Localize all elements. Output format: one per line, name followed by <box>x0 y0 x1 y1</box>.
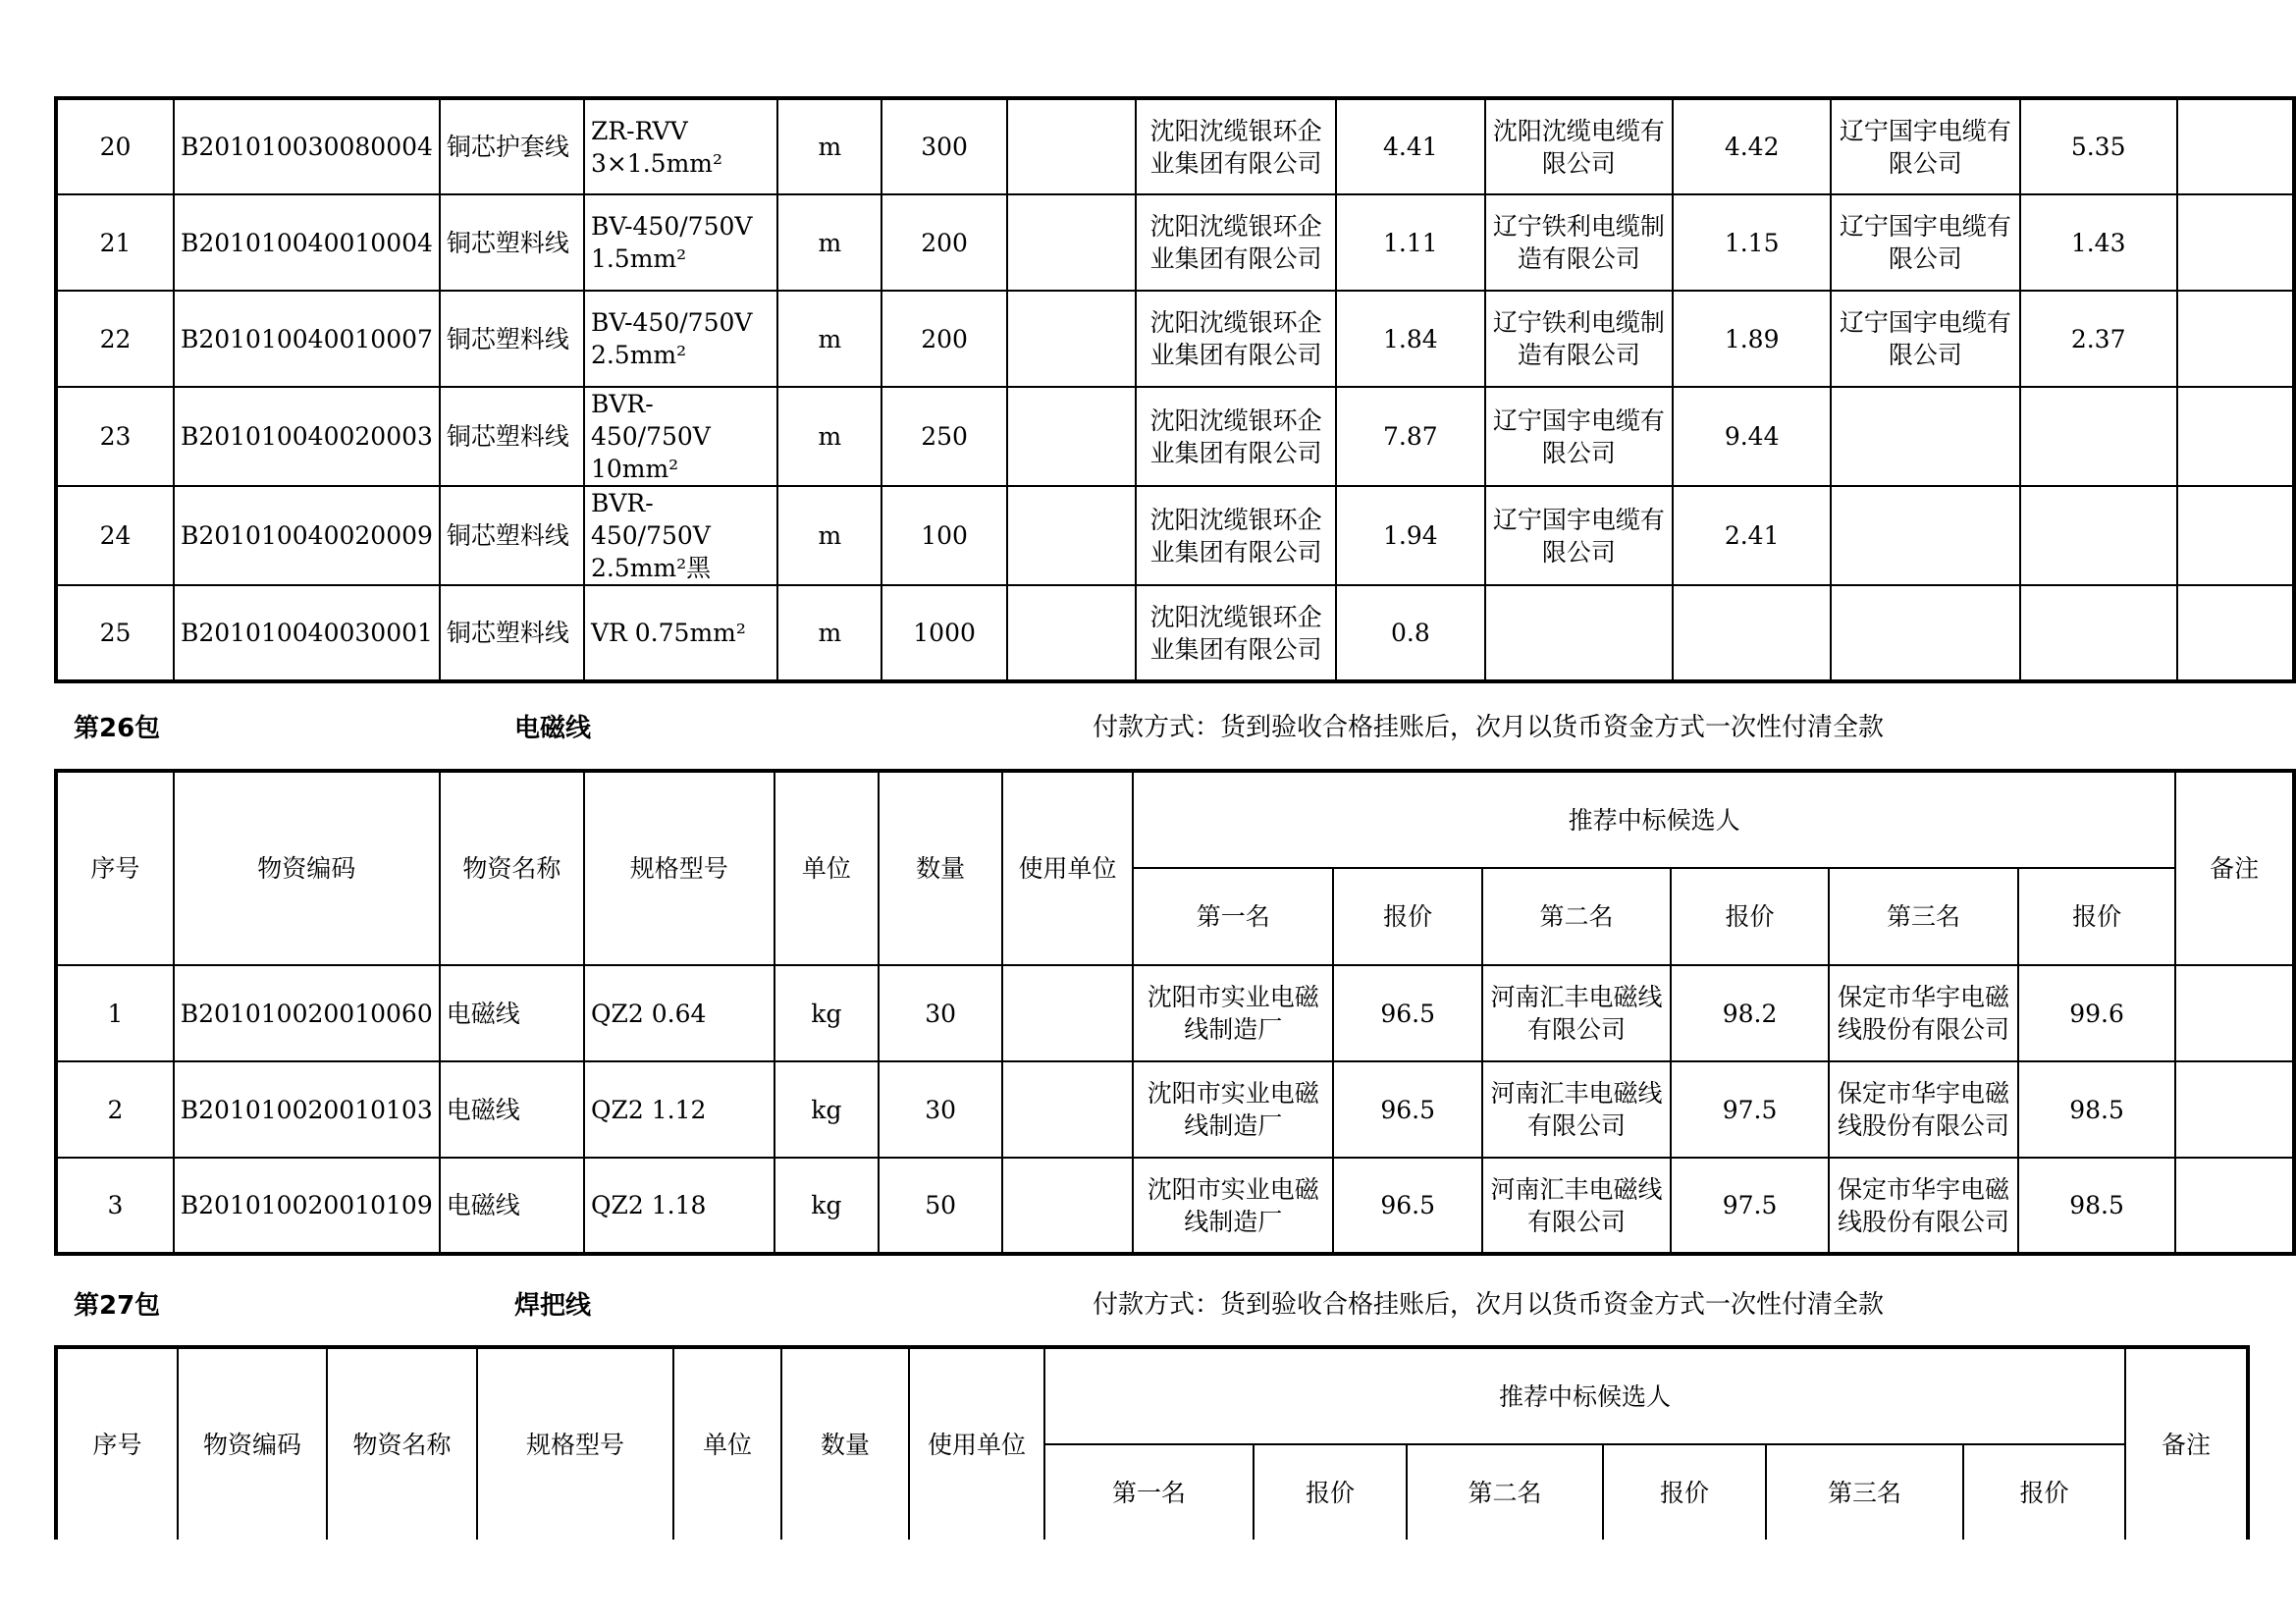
package-27-category: 焊把线 <box>514 1291 592 1321</box>
cell-code: B201010040010004 <box>174 194 440 291</box>
cell-price-1: 7.87 <box>1336 387 1484 486</box>
header-price-2: 报价 <box>1603 1444 1766 1540</box>
cell-qty: 300 <box>881 98 1006 194</box>
cell-price-3: 1.43 <box>2020 194 2177 291</box>
cell-code: B201010020010103 <box>174 1061 440 1158</box>
header-spec: 规格型号 <box>477 1347 673 1540</box>
header-price-1: 报价 <box>1254 1444 1407 1540</box>
cell-qty: 250 <box>881 387 1006 486</box>
cell-name: 电磁线 <box>440 1158 584 1254</box>
cell-second-candidate: 沈阳沈缆电缆有限公司 <box>1485 98 1674 194</box>
header-name: 物资名称 <box>327 1347 477 1540</box>
package-26-label: 第26包 <box>74 714 161 743</box>
header-first: 第一名 <box>1044 1444 1254 1540</box>
header-unit: 单位 <box>673 1347 781 1540</box>
cell-first-candidate: 沈阳沈缆银环企业集团有限公司 <box>1136 486 1336 585</box>
cell-price-3: 99.6 <box>2018 965 2175 1061</box>
header-second: 第二名 <box>1482 868 1671 965</box>
header-no: 序号 <box>56 1347 178 1540</box>
cell-name: 电磁线 <box>440 1061 584 1158</box>
cell-price-1: 0.8 <box>1336 585 1484 681</box>
header-user: 使用单位 <box>909 1347 1044 1540</box>
cell-name: 铜芯护套线 <box>440 98 584 194</box>
cell-third-candidate: 保定市华宇电磁线股份有限公司 <box>1829 965 2018 1061</box>
cell-qty: 200 <box>881 194 1006 291</box>
cell-price-3: 2.37 <box>2020 291 2177 387</box>
items-table-package27 <box>54 1345 2250 1540</box>
cell-unit: m <box>777 194 881 291</box>
header-price-3: 报价 <box>1963 1444 2125 1540</box>
cell-unit: m <box>777 585 881 681</box>
cell-price-1: 4.41 <box>1336 98 1484 194</box>
cell-name: 铜芯塑料线 <box>440 585 584 681</box>
cell-price-2: 2.41 <box>1673 486 1831 585</box>
cell-price-2: 9.44 <box>1673 387 1831 486</box>
header-user: 使用单位 <box>1002 771 1133 965</box>
cell-price-2: 4.42 <box>1673 98 1831 194</box>
cell-price-1: 1.11 <box>1336 194 1484 291</box>
cell-third-candidate: 保定市华宇电磁线股份有限公司 <box>1829 1061 2018 1158</box>
header-third: 第三名 <box>1829 868 2018 965</box>
cell-first-candidate: 沈阳沈缆银环企业集团有限公司 <box>1136 291 1336 387</box>
cell-no: 2 <box>56 1061 174 1158</box>
cell-price-2: 97.5 <box>1671 1158 1829 1254</box>
cell-price-1: 96.5 <box>1333 1158 1482 1254</box>
header-unit: 单位 <box>774 771 880 965</box>
cell-price-3: 5.35 <box>2020 98 2177 194</box>
cell-unit: kg <box>774 1158 880 1254</box>
cell-price-3: 98.5 <box>2018 1158 2175 1254</box>
header-qty: 数量 <box>879 771 1002 965</box>
cell-spec: BVR-450/750V 10mm² <box>584 387 777 486</box>
cell-price-2: 97.5 <box>1671 1061 1829 1158</box>
header-note: 备注 <box>2175 771 2294 965</box>
cell-price-1: 1.84 <box>1336 291 1484 387</box>
cell-first-candidate: 沈阳沈缆银环企业集团有限公司 <box>1136 194 1336 291</box>
cell-no: 3 <box>56 1158 174 1254</box>
cell-no: 1 <box>56 965 174 1061</box>
cell-third-candidate: 辽宁国宇电缆有限公司 <box>1831 291 2020 387</box>
cell-price-2: 1.15 <box>1673 194 1831 291</box>
cell-name: 铜芯塑料线 <box>440 291 584 387</box>
cell-unit: m <box>777 291 881 387</box>
header-second: 第二名 <box>1407 1444 1603 1540</box>
cell-name: 铜芯塑料线 <box>440 194 584 291</box>
header-spec: 规格型号 <box>584 771 774 965</box>
header-note: 备注 <box>2125 1347 2248 1540</box>
cell-first-candidate: 沈阳市实业电磁线制造厂 <box>1133 965 1333 1061</box>
cell-second-candidate: 辽宁国宇电缆有限公司 <box>1485 387 1674 486</box>
cell-first-candidate: 沈阳市实业电磁线制造厂 <box>1133 1061 1333 1158</box>
cell-no: 23 <box>56 387 174 486</box>
header-name: 物资名称 <box>440 771 584 965</box>
cell-qty: 30 <box>879 965 1002 1061</box>
cell-name: 电磁线 <box>440 965 584 1061</box>
cell-second-candidate: 辽宁铁利电缆制造有限公司 <box>1485 194 1674 291</box>
cell-third-candidate: 辽宁国宇电缆有限公司 <box>1831 194 2020 291</box>
header-candidates: 推荐中标候选人 <box>1044 1347 2125 1444</box>
cell-code: B201010040010007 <box>174 291 440 387</box>
cell-name: 铜芯塑料线 <box>440 387 584 486</box>
cell-spec: ZR-RVV 3×1.5mm² <box>584 98 777 194</box>
cell-code: B201010040030001 <box>174 585 440 681</box>
cell-spec: BV-450/750V 1.5mm² <box>584 194 777 291</box>
cell-unit: m <box>777 486 881 585</box>
cell-first-candidate: 沈阳沈缆银环企业集团有限公司 <box>1136 387 1336 486</box>
cell-unit: kg <box>774 965 880 1061</box>
cell-unit: kg <box>774 1061 880 1158</box>
cell-price-1: 96.5 <box>1333 1061 1482 1158</box>
cell-unit: m <box>777 387 881 486</box>
header-code: 物资编码 <box>174 771 440 965</box>
cell-code: B201010020010060 <box>174 965 440 1061</box>
header-candidates: 推荐中标候选人 <box>1133 771 2175 868</box>
cell-spec: QZ2 1.18 <box>584 1158 774 1254</box>
header-code: 物资编码 <box>178 1347 327 1540</box>
cell-second-candidate: 辽宁国宇电缆有限公司 <box>1485 486 1674 585</box>
package-27-payment-terms: 付款方式：货到验收合格挂账后，次月以货币资金方式一次性付清全款 <box>1093 1290 1885 1320</box>
cell-second-candidate: 河南汇丰电磁线有限公司 <box>1482 1158 1671 1254</box>
cell-second-candidate: 河南汇丰电磁线有限公司 <box>1482 965 1671 1061</box>
cell-spec: QZ2 0.64 <box>584 965 774 1061</box>
cell-code: B201010030080004 <box>174 98 440 194</box>
cell-code: B201010020010109 <box>174 1158 440 1254</box>
cell-qty: 100 <box>881 486 1006 585</box>
cell-no: 22 <box>56 291 174 387</box>
cell-spec: BVR-450/750V 2.5mm²黑 <box>584 486 777 585</box>
cell-no: 21 <box>56 194 174 291</box>
cell-spec: VR 0.75mm² <box>584 585 777 681</box>
cell-qty: 30 <box>879 1061 1002 1158</box>
cell-price-2: 1.89 <box>1673 291 1831 387</box>
header-qty: 数量 <box>781 1347 909 1540</box>
cell-first-candidate: 沈阳沈缆银环企业集团有限公司 <box>1136 585 1336 681</box>
header-no: 序号 <box>56 771 174 965</box>
cell-price-1: 96.5 <box>1333 965 1482 1061</box>
cell-price-3: 98.5 <box>2018 1061 2175 1158</box>
package-26-category: 电磁线 <box>514 714 592 743</box>
cell-qty: 200 <box>881 291 1006 387</box>
package-26-payment-terms: 付款方式：货到验收合格挂账后，次月以货币资金方式一次性付清全款 <box>1093 713 1885 742</box>
cell-name: 铜芯塑料线 <box>440 486 584 585</box>
package-27-label: 第27包 <box>74 1291 161 1321</box>
cell-qty: 50 <box>879 1158 1002 1254</box>
cell-no: 24 <box>56 486 174 585</box>
cell-first-candidate: 沈阳市实业电磁线制造厂 <box>1133 1158 1333 1254</box>
cell-code: B201010040020003 <box>174 387 440 486</box>
header-first: 第一名 <box>1133 868 1333 965</box>
cell-code: B201010040020009 <box>174 486 440 585</box>
cell-first-candidate: 沈阳沈缆银环企业集团有限公司 <box>1136 98 1336 194</box>
cell-spec: BV-450/750V 2.5mm² <box>584 291 777 387</box>
cell-spec: QZ2 1.12 <box>584 1061 774 1158</box>
cell-price-1: 1.94 <box>1336 486 1484 585</box>
header-price-3: 报价 <box>2018 868 2175 965</box>
cell-no: 25 <box>56 585 174 681</box>
cell-second-candidate: 辽宁铁利电缆制造有限公司 <box>1485 291 1674 387</box>
cell-third-candidate: 辽宁国宇电缆有限公司 <box>1831 98 2020 194</box>
cell-no: 20 <box>56 98 174 194</box>
header-price-2: 报价 <box>1671 868 1829 965</box>
header-third: 第三名 <box>1766 1444 1963 1540</box>
cell-qty: 1000 <box>881 585 1006 681</box>
header-price-1: 报价 <box>1333 868 1482 965</box>
cell-third-candidate: 保定市华宇电磁线股份有限公司 <box>1829 1158 2018 1254</box>
cell-unit: m <box>777 98 881 194</box>
cell-price-2: 98.2 <box>1671 965 1829 1061</box>
cell-second-candidate: 河南汇丰电磁线有限公司 <box>1482 1061 1671 1158</box>
